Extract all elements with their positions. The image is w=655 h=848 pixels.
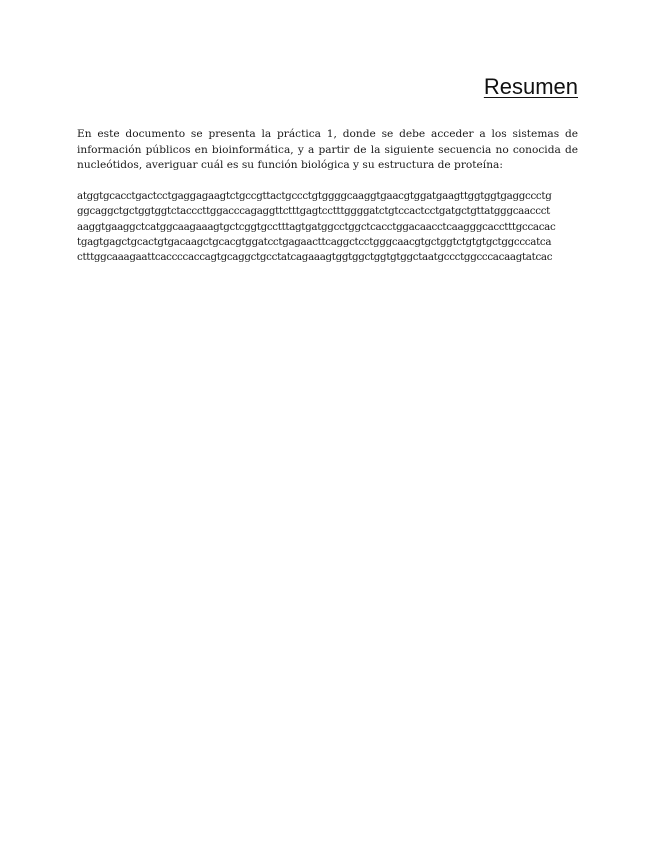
sequence-line: tgagtgagctgcactgtgacaagctgcacgtggatcctgagaacttcaggctcctgggcaacgtgctggtctgtgtgctggcccatca [77,235,552,248]
sequence-line: aaggtgaaggctcatggcaagaaagtgctcggtgcctttagtgatggcctggctcacctggacaacctcaagggcacctttgccacac [77,220,556,233]
sequence-line: ggcaggctgctggtggtctacccttggacccagaggttctttgagtcctttggggatctgtccactcctgatgctgttatgggcaaccct [77,205,550,218]
sequence-line: ctttggcaaagaattcaccccaccagtgcaggctgcctatcagaaagtggtggctggtgtggctaatgccctggcccacaagtatcac [77,251,553,264]
section-heading: Resumen [483,74,578,99]
sequence-line: atggtgcacctgactcctgaggagaagtctgccgttactgccctgtggggcaaggtgaacgtggatgaagttggtggtgaggccctg [77,190,552,202]
nucleotide-sequence [77,189,578,265]
intro-paragraph: En este documento se presenta la práctica 1, donde se debe acceder a los sistemas de información públicos en bioinformática, y a partir de la siguiente secuencia no conocida de nucleótidos, averiguar cuál es su función biológica y su estructura de proteína: [77,128,578,171]
